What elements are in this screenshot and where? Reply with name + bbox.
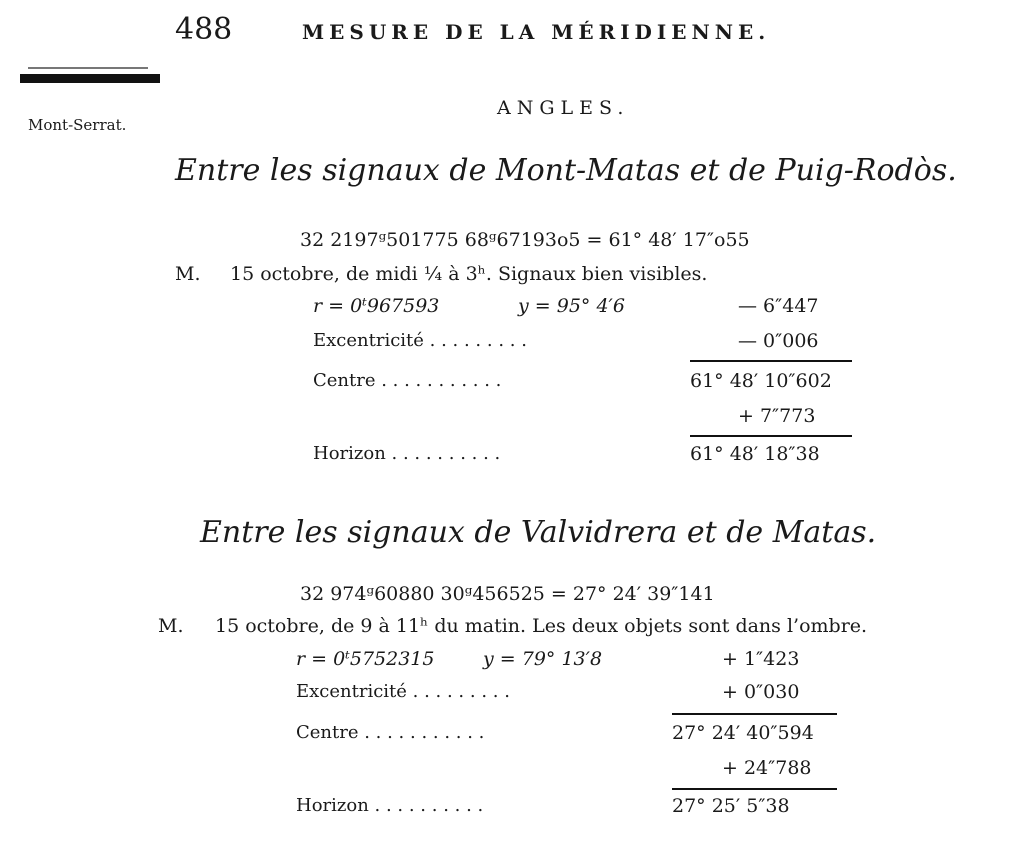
block-1-excentricity-label: Excentricité . . . . . . . . . xyxy=(313,330,527,351)
block-2-note-prefix: M. xyxy=(158,615,184,637)
block-1-horizon-label: Horizon . . . . . . . . . . xyxy=(313,443,501,464)
running-title: MESURE DE LA MÉRIDIENNE. xyxy=(302,20,771,44)
block-2-centre-value: 27° 24′ 40″594 xyxy=(672,722,814,744)
block-2-reduction: + 24″788 xyxy=(722,757,812,779)
block-2-excentricity-label: Excentricité . . . . . . . . . xyxy=(296,681,510,702)
block-2-note-text: 15 octobre, de 9 à 11ʰ du matin. Les deux objets sont dans l’ombre. xyxy=(215,615,868,637)
block-1-heading: Entre les signaux de Mont-Matas et de Puig-Rodòs. xyxy=(175,153,957,188)
section-title: ANGLES. xyxy=(497,97,630,119)
block-2-heading: Entre les signaux de Valvidrera et de Matas. xyxy=(200,515,877,550)
margin-rule xyxy=(20,74,160,83)
block-1-observation: 32 2197ᵍ501775 68ᵍ67193o5 = 61° 48′ 17″o55 xyxy=(300,229,750,251)
page-number: 488 xyxy=(175,12,233,47)
block-2-rule-1 xyxy=(672,713,837,715)
block-1-y-value: y = 95° 4′6 xyxy=(518,295,625,317)
block-2-observation: 32 974ᵍ60880 30ᵍ456525 = 27° 24′ 39″141 xyxy=(300,583,715,605)
block-1-rule-2 xyxy=(690,435,852,437)
block-2-horizon-label: Horizon . . . . . . . . . . xyxy=(296,795,484,816)
block-1-r-value: r = 0ᵗ967593 xyxy=(313,295,440,317)
block-1-correction: — 6″447 xyxy=(738,295,819,317)
block-2-horizon-value: 27° 25′ 5″38 xyxy=(672,795,790,817)
margin-rule-thin xyxy=(28,67,148,69)
block-1-centre-label: Centre . . . . . . . . . . . xyxy=(313,370,502,391)
block-1-horizon-value: 61° 48′ 18″38 xyxy=(690,443,820,465)
block-2-centre-label: Centre . . . . . . . . . . . xyxy=(296,722,485,743)
block-1-centre-value: 61° 48′ 10″602 xyxy=(690,370,832,392)
margin-note: Mont-Serrat. xyxy=(28,116,127,134)
block-2-rule-2 xyxy=(672,788,837,790)
block-1-excentricity-value: — 0″006 xyxy=(738,330,819,352)
block-2-y-value: y = 79° 13′8 xyxy=(483,648,603,670)
block-2-correction: + 1″423 xyxy=(722,648,800,670)
block-2-excentricity-value: + 0″030 xyxy=(722,681,800,703)
block-1-note-text: 15 octobre, de midi ¼ à 3ʰ. Signaux bien visibles. xyxy=(230,263,708,285)
block-2-r-value: r = 0ᵗ5752315 xyxy=(296,648,435,670)
block-1-rule-1 xyxy=(690,360,852,362)
block-1-note-prefix: M. xyxy=(175,263,201,285)
block-1-reduction: + 7″773 xyxy=(738,405,816,427)
